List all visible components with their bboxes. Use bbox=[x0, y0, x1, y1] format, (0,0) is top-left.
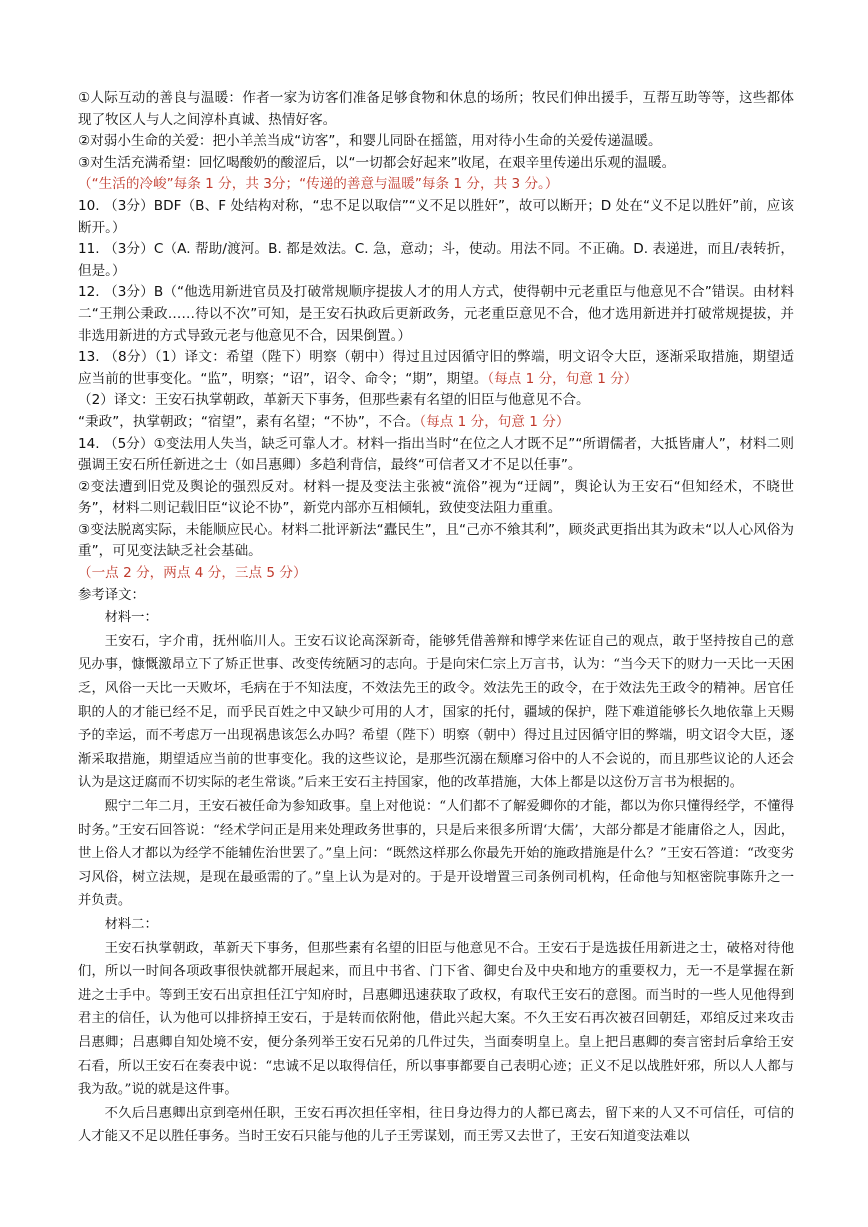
material1-paragraph: 熙宁二年二月，王安石被任命为参知政事。皇上对他说：“人们都不了解爱卿你的才能，都以为你只懂得经学，不懂得时务。”王安石回答说：“经术学问正是用来处理政务世事的，只是后来很多所谓‘大儒’，大部分都是才能庸俗之人，因此，世上俗人才都以为经学不能辅佐治世罢了。”皇上问：“既然这样那么你最先开始的施政措施是什么？”王安石答道：“改变劣习风俗，树立法规，是现在最亟需的了。”皇上认为是对的。于是开设增置三司条例司机构，任命他与知枢密院事陈升之一并负责。 bbox=[78, 799, 794, 909]
q14-point-1: 14. （5分）①变法用人失当，缺乏可靠人才。材料一指出当时“在位之人才既不足”“所谓儒者，大抵皆庸人”，材料二则强调王安石所任新进之士（如吕惠卿）多趋利背信，最终“可信者又才不足以任事”。 bbox=[78, 435, 794, 474]
q9-point-3: ③对生活充满希望：回忆喝酸奶的酸涩后，以“一切都会好起来”收尾，在艰辛里传递出乐观的温暖。 bbox=[78, 154, 676, 171]
q13-part1 bbox=[78, 347, 794, 390]
q13-part2-keys: “秉政”，执掌朝政；“宿望”，素有名望；“不协”，不合。 bbox=[78, 413, 420, 430]
q13-part2-keys-line bbox=[78, 412, 794, 434]
q13-part1-text: 13. （8分）（1）译文：希望（陛下）明察（朝中）得过且过因循守旧的弊端，明文诏令大臣，逐渐采取措施，期望适应当前的世事变化。“监”，明察；“诏”，诏令、命令；“期”，期望。 bbox=[78, 349, 794, 387]
q11-answer: 11. （3分）C（A. 帮助/渡河。B. 都是效法。C. 急，意动；斗，使动。用法不同。不正确。D. 表递进，而且/表转折，但是。） bbox=[78, 241, 794, 279]
q14-point-3: ③变法脱离实际，未能顺应民心。材料二批评新法“蠹民生”，且“己亦不飨其利”，顾炎武更指出其为政未“以人心风俗为重”，可见变法缺乏社会基础。 bbox=[78, 521, 794, 560]
material1-paragraph: 王安石，字介甫，抚州临川人。王安石议论高深新奇，能够凭借善辩和博学来佐证自己的观点，敢于坚持按自己的意见办事，慷慨激昂立下了矫正世事、改变传统陋习的志向。于是向宋仁宗上万言书，认为：“当今天下的财力一天比一天困乏，风俗一天比一天败坏，毛病在于不知法度，不效法先王的政令。效法先王的政令，在于效法先王政令的精神。居官任职的人的才能已经不足，而乎民百姓之中又缺少可用的人才，国家的托付，疆域的保护，陛下难道能够长久地依靠上天赐予的幸运，而不考虑万一出现祸患该怎么办吗？希望（陛下）明察（朝中）得过且过因循守旧的弊端，明文诏令大臣，逐渐采取措施，期望适应当前的世事变化。我的这些议论，是那些沉溺在颓靡习俗中的人不会说的，而且那些议论的人还会认为是这迂腐而不切实际的老生常谈。”后来王安石主持国家，他的改革措施，大体上都是以这份万言书为根据的。 bbox=[78, 633, 794, 791]
material2-paragraph: 王安石执掌朝政，革新天下事务，但那些素有名望的旧臣与他意见不合。王安石于是选拔任用新进之士，破格对待他们，所以一时间各项政事很快就都开展起来，而且中书省、门下省、御史台及中央和地方的重要权力，无一不是掌握在新进之士手中。等到王安石出京担任江宁知府时，吕惠卿迅速获取了政权，有取代王安石的意图。而当时的一些人见他得到君主的信任，认为他可以排挤掉王安石，于是转而依附他，借此兴起大案。不久王安石再次被召回朝廷，邓绾反过来攻击吕惠卿；吕惠卿自知处境不安，便分条列举王安石兄弟的几件过失，当面奏明皇上。皇上把吕惠卿的奏言密封后拿给王安石看，所以王安石在奏表中说：“忠诚不足以取得信任，所以事事都要自己表明心迹；正义不足以战胜奸邪，所以人人都与我为敌。”说的就是这件事。 bbox=[78, 940, 794, 1098]
q9-point-2: ②对弱小生命的关爱：把小羊羔当成“访客”，和婴儿同卧在摇篮，用对待小生命的关爱传递温暖。 bbox=[78, 133, 662, 150]
q13-part2: （2）译文：王安石执掌朝政，革新天下事务，但那些素有名望的旧臣与他意见不合。 bbox=[78, 392, 590, 409]
answer-key bbox=[78, 88, 794, 585]
material1-label: 材料一： bbox=[104, 610, 158, 626]
q9-point-1: ①人际互动的善良与温暖：作者一家为访客们准备足够食物和休息的场所；牧民们伸出援手，互帮互助等等，这些都体现了牧区人与人之间淳朴真诚、热情好客。 bbox=[78, 90, 794, 128]
q14-point-2: ②变法遭到旧党及舆论的强烈反对。材料一提及变法主张被“流俗”视为“迂阔”，舆论认为王安石“但知经术，不晓世务”，材料二则记载旧臣“议论不协”，新党内部亦互相倾轧，致使变法阻力重重。 bbox=[78, 478, 794, 517]
q14-scoring-note: （一点 2 分，两点 4 分，三点 5 分） bbox=[78, 565, 307, 582]
document-page bbox=[78, 88, 794, 1149]
q13-part1-scoring: （每点 1 分，句意 1 分） bbox=[487, 370, 638, 387]
material2-label: 材料二： bbox=[104, 916, 158, 932]
q9-scoring-note: （“生活的冷峻”每条 1 分，共 3分；“传递的善意与温暖”每条 1 分，共 3 分。） bbox=[78, 176, 559, 193]
q13-part2-scoring: （每点 1 分，句意 1 分） bbox=[419, 413, 570, 430]
q10-answer: 10. （3分）BDF（B、F 处结构对称，“忠不足以取信”“义不足以胜奸”，故可以断开；D 处在“义不足以胜奸”前，应该断开。） bbox=[78, 197, 794, 236]
q12-answer: 12. （3分）B（“他选用新进官员及打破常规顺序提拔人才的用人方式，使得朝中元老重臣与他意见不合”错误。由材料二“王荆公秉政……待以不次”可知，是王安石执政后更新政务，元老重臣意见不合，他才选用新进并打破常规提拔，并非选用新进的方式导致元老与他意见不合，因果倒置。） bbox=[78, 284, 794, 344]
material2-paragraph: 不久后吕惠卿出京到亳州任职，王安石再次担任宰相，往日身边得力的人都已离去，留下来的人又不可信任，可信的人才能又不足以胜任事务。当时王安石只能与他的儿子王雱谋划，而王雱又去世了，王安石知道变法难以 bbox=[78, 1105, 794, 1145]
reference-translation bbox=[78, 606, 794, 1149]
reference-heading: 参考译文： bbox=[78, 587, 145, 603]
